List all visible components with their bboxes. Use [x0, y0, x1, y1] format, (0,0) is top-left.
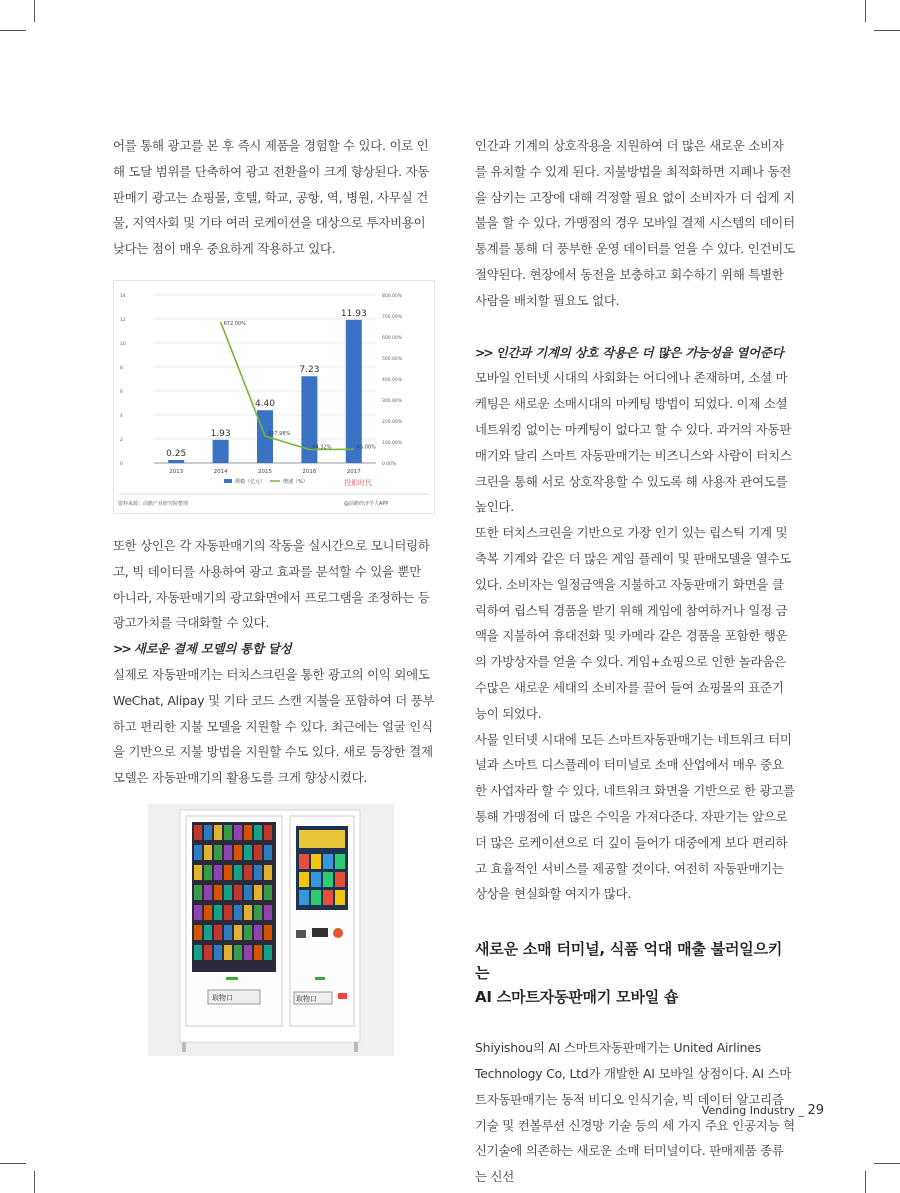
section-heading-line-1: 새로운 소매 터미널, 식품 억대 매출 불러일으키는: [475, 940, 783, 983]
section-heading-line-2: AI 스마트자동판매기 모바일 숍: [475, 988, 679, 1007]
product-item: [214, 905, 222, 920]
product-item: [224, 905, 232, 920]
footer-label: Vending Industry _: [701, 1104, 804, 1117]
y-tick-right: 0.00%: [382, 462, 397, 467]
pickup-slot-right: 取物口: [296, 995, 317, 1003]
product-item: [234, 825, 242, 840]
product-item: [234, 925, 242, 940]
product-item: [264, 905, 272, 920]
product-item: [224, 825, 232, 840]
screen-tile: [335, 872, 345, 887]
product-item: [204, 825, 212, 840]
product-item: [214, 865, 222, 880]
product-item: [234, 845, 242, 860]
x-tick: 2014: [213, 469, 228, 475]
legend-swatch-bar: [224, 479, 232, 483]
screen-tile: [323, 872, 333, 887]
right-paragraph-1: 인간과 기계의 상호작용을 지원하여 더 많은 새로운 소비자를 유치할 수 있게 된다. 지불방법을 최적화하면 지폐나 동전을 삼키는 고장에 대해 걱정할 필요 없이 소비자가 더 쉽게 지불을 할 수 있다. 가맹점의 경우 모바일 결제 시스템의 데이터 통계를 통해 더 풍부한 운영 데이터를 얻을 수 있다. 인건비도 절약된다. 현장에서 동전을 보충하고 회수하기 위해 특별한 사람을 배치할 필요도 없다.: [475, 138, 795, 308]
product-item: [204, 945, 212, 960]
product-item: [234, 945, 242, 960]
screen-tile: [335, 890, 345, 905]
crop-mark: [874, 1163, 900, 1164]
bar: [346, 320, 362, 463]
product-item: [254, 825, 262, 840]
chart-svg: [114, 281, 434, 513]
product-item: [254, 865, 262, 880]
pickup-slot-left: 取物口: [212, 994, 233, 1002]
product-item: [224, 925, 232, 940]
product-item: [264, 845, 272, 860]
product-item: [264, 925, 272, 940]
product-item: [254, 885, 262, 900]
chart-source: 资料来源：前瞻产业研究院整理: [118, 501, 189, 507]
bar-label: 7.23: [299, 365, 320, 376]
product-item: [244, 945, 252, 960]
legend-label-line: 增速（%）: [283, 479, 308, 485]
product-item: [264, 825, 272, 840]
product-item: [214, 845, 222, 860]
screen-tile: [311, 890, 321, 905]
product-item: [224, 865, 232, 880]
x-tick: 2017: [346, 469, 361, 475]
left-column-lower: [113, 533, 435, 791]
y-tick-right: 200.00%: [382, 420, 403, 425]
bar-label: 1.93: [210, 428, 231, 439]
product-item: [244, 825, 252, 840]
line-label: 672.00%: [223, 320, 246, 327]
product-item: [244, 905, 252, 920]
product-item: [254, 845, 262, 860]
chart-watermark: @前瞻经济学人APP: [344, 501, 389, 507]
left-subheading-text: 새로운 결제 모델의 통합 달성: [133, 641, 292, 657]
bar-label: 11.93: [340, 308, 367, 319]
right-subheading: [475, 340, 795, 366]
right-paragraph-5: Shiyishou의 AI 스마트자동판매기는 United Airlines Technology Co, Ltd가 개발한 AI 모바일 상점이다. AI 스마트자동판매기는 동적 비디오 인식기술, 빅 데이터 알고리즘 기술 및 컨볼루션 신경망 기술 등의 세 가지 주요 인공지능 혁신기술에 의존하는 새로운 소매 터미널이다. 판매제품 종류는 신선: [475, 1040, 795, 1185]
y-tick-left: 10: [120, 342, 126, 347]
crop-mark: [34, 0, 35, 22]
y-tick-right: 100.00%: [382, 441, 403, 446]
product-item: [214, 925, 222, 940]
y-tick-right: 300.00%: [382, 399, 403, 404]
right-paragraph-2: 모바일 인터넷 시대의 사회화는 어디에나 존재하며, 소셜 마케팅은 새로운 소매시대의 마케팅 방법이 되었다. 이제 소셜 네트워킹 없이는 마케팅이 없다고 할 수 있다. 과거의 자동판매기와 달리 스마트 자동판매기는 비즈니스와 사람이 터치스크린을 통해 서로 상호작용할 수 있도록 해 사용자 관여도를 높인다.: [475, 370, 792, 515]
x-tick: 2016: [302, 469, 317, 475]
crop-mark: [0, 30, 26, 31]
right-paragraph-4: 사물 인터넷 시대에 모든 스마트자동판매기는 네트워크 터미널과 스마트 디스플레이 터미널로 소매 산업에서 매우 중요한 사업자라 할 수 있다. 네트워크 화면을 기반으로 한 광고를 통해 가맹점에 더 많은 수익을 가져다준다. 자판기는 앞으로 더 많은 로케이션으로 더 깊이 들어가 대중에게 보다 편리하고 효율적인 서비스를 제공할 것이다. 여전히 자동판매기는 상상을 현실화할 여지가 많다.: [475, 731, 795, 902]
y-tick-left: 0: [120, 462, 123, 467]
y-tick-right: 400.00%: [382, 378, 403, 383]
product-item: [224, 945, 232, 960]
product-item: [214, 945, 222, 960]
product-item: [234, 865, 242, 880]
y-tick-right: 600.00%: [382, 336, 403, 341]
brand-logo: 投影时代: [344, 479, 372, 487]
product-item: [194, 945, 202, 960]
bar-label: 4.40: [254, 399, 276, 410]
product-item: [194, 925, 202, 940]
x-tick: 2015: [258, 469, 272, 475]
vending-machine-illustration: [148, 804, 394, 1056]
line-label: 64.32%: [312, 444, 332, 451]
product-item: [214, 825, 222, 840]
bar-label: 0.25: [166, 449, 187, 459]
y-tick-left: 6: [120, 390, 123, 395]
right-paragraph-3: 또한 터치스크린을 기반으로 가장 인기 있는 립스틱 기계 및 축복 기계와 같은 더 많은 게임 플레이 및 판매모델을 열수도 있다. 소비자는 일정금액을 지불하고 자동판매기 화면을 클릭하여 립스틱 경품을 받기 위해 게임에 참여하거나 일정 금액을 지불하여 휴대전화 및 카메라 같은 경품을 포함한 행운의 가방상자를 얻을 수 있다. 게임+쇼핑으로 인한 놀라움은 수많은 새로운 세대의 소비자를 끌어 들여 쇼핑몰의 표준기능이 되었다.: [475, 525, 792, 721]
screen-tile: [299, 872, 309, 887]
vending-machine-photo: [148, 804, 394, 1056]
screen-tile: [299, 854, 309, 869]
bar: [168, 460, 184, 463]
product-item: [204, 905, 212, 920]
product-item: [224, 845, 232, 860]
screen-tile: [323, 854, 333, 869]
product-item: [194, 905, 202, 920]
product-item: [264, 945, 272, 960]
y-tick-right: 800.00%: [382, 294, 403, 299]
left-subheading: [113, 636, 435, 662]
product-item: [254, 925, 262, 940]
page-number: 29: [807, 1103, 824, 1118]
y-tick-left: 12: [120, 318, 126, 323]
screen-tile: [299, 890, 309, 905]
screen-tile: [323, 890, 333, 905]
x-tick: 2013: [169, 469, 184, 475]
left-paragraph-2: 또한 상인은 각 자동판매기의 작동을 실시간으로 모니터링하고, 빅 데이터를 사용하여 광고 효과를 분석할 수 있을 뿐만 아니라, 자동판매기의 광고화면에서 프로그램을 조정하는 등 광고가치를 극대화할 수 있다.: [113, 538, 430, 631]
y-tick-left: 4: [120, 414, 123, 419]
y-tick-left: 8: [120, 366, 123, 371]
y-tick-left: 2: [120, 438, 123, 443]
legend-label-bar: 规模（亿元）: [235, 479, 266, 485]
right-subheading-text: 인간과 기계의 상호 작용은 더 많은 가능성을 열어준다: [495, 344, 784, 360]
product-item: [234, 885, 242, 900]
bar: [213, 440, 229, 463]
y-tick-left: 14: [120, 294, 126, 299]
product-item: [254, 945, 262, 960]
screen-tile: [311, 872, 321, 887]
product-item: [194, 885, 202, 900]
crop-mark: [865, 0, 866, 22]
crop-mark: [874, 30, 900, 31]
product-item: [204, 845, 212, 860]
product-item: [264, 885, 272, 900]
screen-tile: [335, 854, 345, 869]
line-label: 127.98%: [268, 431, 291, 438]
crop-mark: [0, 1163, 26, 1164]
line-label: 65.00%: [356, 444, 376, 451]
product-item: [264, 865, 272, 880]
product-item: [234, 905, 242, 920]
y-tick-right: 700.00%: [382, 315, 403, 320]
market-chart: [113, 280, 435, 514]
screen-tile: [311, 854, 321, 869]
product-item: [194, 825, 202, 840]
product-item: [194, 865, 202, 880]
product-item: [244, 925, 252, 940]
chevron-right-icon: >>: [113, 641, 130, 657]
chevron-right-icon: >>: [475, 344, 492, 360]
right-column: [475, 133, 795, 1190]
left-paragraph-3: 실제로 자동판매기는 터치스크린을 통한 광고의 이익 외에도 WeChat, Alipay 및 기타 코드 스캔 지불을 포함하여 더 풍부하고 편리한 지불 모델을 지원할 수 있다. 최근에는 얼굴 인식을 기반으로 지불 방법을 지원할 수도 있다. 새로 등장한 결제 모델은 자동판매기의 활용도를 크게 향상시켰다.: [113, 666, 435, 786]
product-item: [194, 845, 202, 860]
product-item: [204, 885, 212, 900]
crop-mark: [34, 1171, 35, 1193]
product-item: [214, 885, 222, 900]
product-item: [244, 885, 252, 900]
left-column: [113, 133, 435, 262]
product-item: [204, 925, 212, 940]
product-item: [224, 885, 232, 900]
product-item: [244, 865, 252, 880]
left-paragraph-1: 어를 통해 광고를 본 후 즉시 제품을 경험할 수 있다. 이로 인해 도달 범위를 단축하여 광고 전환율이 크게 향상된다. 자동판매기 광고는 쇼핑몰, 호텔, 학교, 공항, 역, 병원, 사무실 건물, 지역사회 및 기타 여러 로케이션을 대상으로 투자비용이 낮다는 점이 매우 중요하게 작용하고 있다.: [113, 138, 430, 257]
product-item: [204, 865, 212, 880]
crop-mark: [865, 1171, 866, 1193]
product-item: [244, 845, 252, 860]
y-tick-right: 500.00%: [382, 357, 403, 362]
page-footer: [702, 1103, 824, 1118]
product-item: [254, 905, 262, 920]
